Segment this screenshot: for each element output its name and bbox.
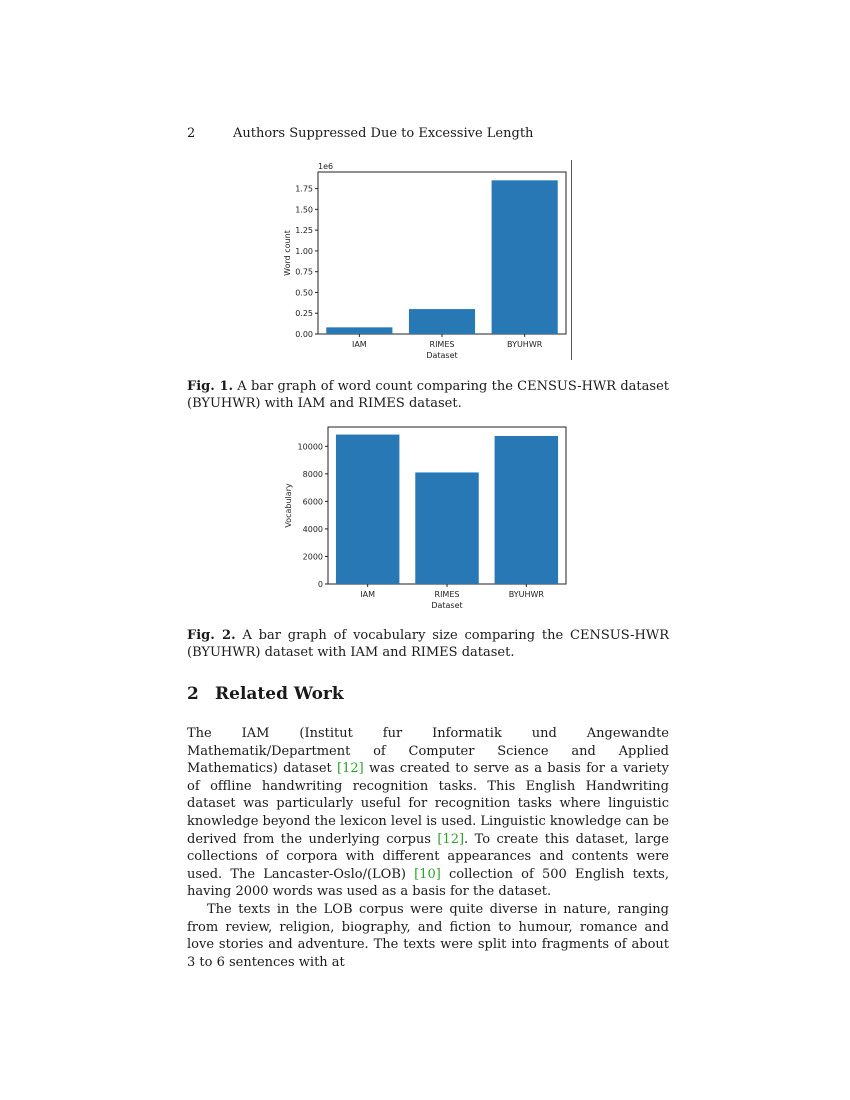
x-tick-label: BYUHWR xyxy=(507,340,543,349)
bar-rimes xyxy=(409,309,475,334)
y-tick-label: 1.00 xyxy=(295,246,313,256)
running-header xyxy=(187,126,533,141)
bar-byuhwr xyxy=(492,180,558,334)
x-tick-label: IAM xyxy=(351,340,367,349)
figure-1-label: Fig. 1. xyxy=(187,379,234,394)
x-axis-label: Dataset xyxy=(431,601,463,610)
figure-2-caption-text: A bar graph of vocabulary size comparing the CENSUS-HWR (BYUHWR) dataset with IAM and RIMES dataset. xyxy=(187,628,669,660)
body-text xyxy=(187,725,669,971)
paragraph xyxy=(187,725,669,901)
y-tick-label: 0.00 xyxy=(295,330,313,339)
y-tick-label: 0.50 xyxy=(295,288,313,298)
y-tick-label: 1.25 xyxy=(295,226,313,236)
text-run: . To create this dataset, large collections of corpora with different appearances and contents were used. The Lancaster-Oslo/(LOB) xyxy=(187,831,669,882)
text-run: The texts in the LOB corpus were quite diverse in nature, ranging from review, religion, biography, and fiction to humour, romance and love stories and adventure. The texts were split into fragments of about 3 to 6 sentences with at xyxy=(187,901,669,970)
bar-rimes xyxy=(415,472,478,584)
text-run: was created to serve as a basis for a variety of offline handwriting recognition tasks. This English Handwriting dataset was particularly useful for recognition tasks where linguistic knowledge beyond the lexicon level is used. Linguistic knowledge can be derived from the underlying corpus xyxy=(187,761,669,847)
y-tick-label: 0.25 xyxy=(295,309,313,319)
y-tick-label: 10000 xyxy=(297,442,323,452)
vocabulary-chart xyxy=(278,420,570,612)
running-title: Authors Suppressed Due to Excessive Length xyxy=(233,126,534,141)
page-number: 2 xyxy=(187,126,196,141)
section-number: 2 xyxy=(187,684,199,704)
y-tick-label: 0.75 xyxy=(295,267,313,277)
bar-iam xyxy=(326,327,392,334)
y-tick-label: 1.50 xyxy=(295,205,313,215)
y-tick-label: 2000 xyxy=(302,552,323,562)
y-tick-label: 0 xyxy=(317,580,323,589)
figure-1-caption-text: A bar graph of word count comparing the CENSUS-HWR dataset (BYUHWR) with IAM and RIMES dataset. xyxy=(187,379,669,411)
word-count-chart xyxy=(278,160,570,360)
citation-link[interactable]: [12] xyxy=(337,761,364,777)
y-tick-label: 6000 xyxy=(302,497,323,507)
x-tick-label: IAM xyxy=(360,590,376,599)
section-heading xyxy=(187,684,344,704)
text-run: The IAM (Institut fur Informatik und Angewandte Mathematik/Department of Computer Science and Applied Mathematics) dataset xyxy=(187,726,669,777)
figure-1-caption xyxy=(187,378,669,412)
y-tick-label: 4000 xyxy=(302,524,323,534)
text-run: collection of 500 English texts, having 2000 words was used as a basis for the dataset. xyxy=(187,866,669,900)
x-axis-label: Dataset xyxy=(426,351,458,360)
citation-link[interactable]: [10] xyxy=(414,866,441,882)
figure-divider xyxy=(571,160,572,360)
axis-offset-label: 1e6 xyxy=(318,162,334,171)
bar-byuhwr xyxy=(495,436,558,584)
x-tick-label: RIMES xyxy=(429,340,455,349)
figure-2-label: Fig. 2. xyxy=(187,628,236,643)
y-axis-label: Word count xyxy=(283,230,292,276)
y-axis-label: Vocabulary xyxy=(284,483,293,528)
y-tick-label: 1.75 xyxy=(295,184,313,194)
section-title: Related Work xyxy=(215,684,344,704)
figure-1 xyxy=(278,160,570,364)
x-tick-label: BYUHWR xyxy=(508,590,544,599)
figure-2-caption xyxy=(187,627,669,661)
bar-iam xyxy=(336,435,399,584)
paragraph xyxy=(187,901,669,971)
x-tick-label: RIMES xyxy=(434,590,460,599)
y-tick-label: 8000 xyxy=(302,469,323,479)
citation-link[interactable]: [12] xyxy=(437,831,465,847)
figure-2 xyxy=(278,420,570,616)
